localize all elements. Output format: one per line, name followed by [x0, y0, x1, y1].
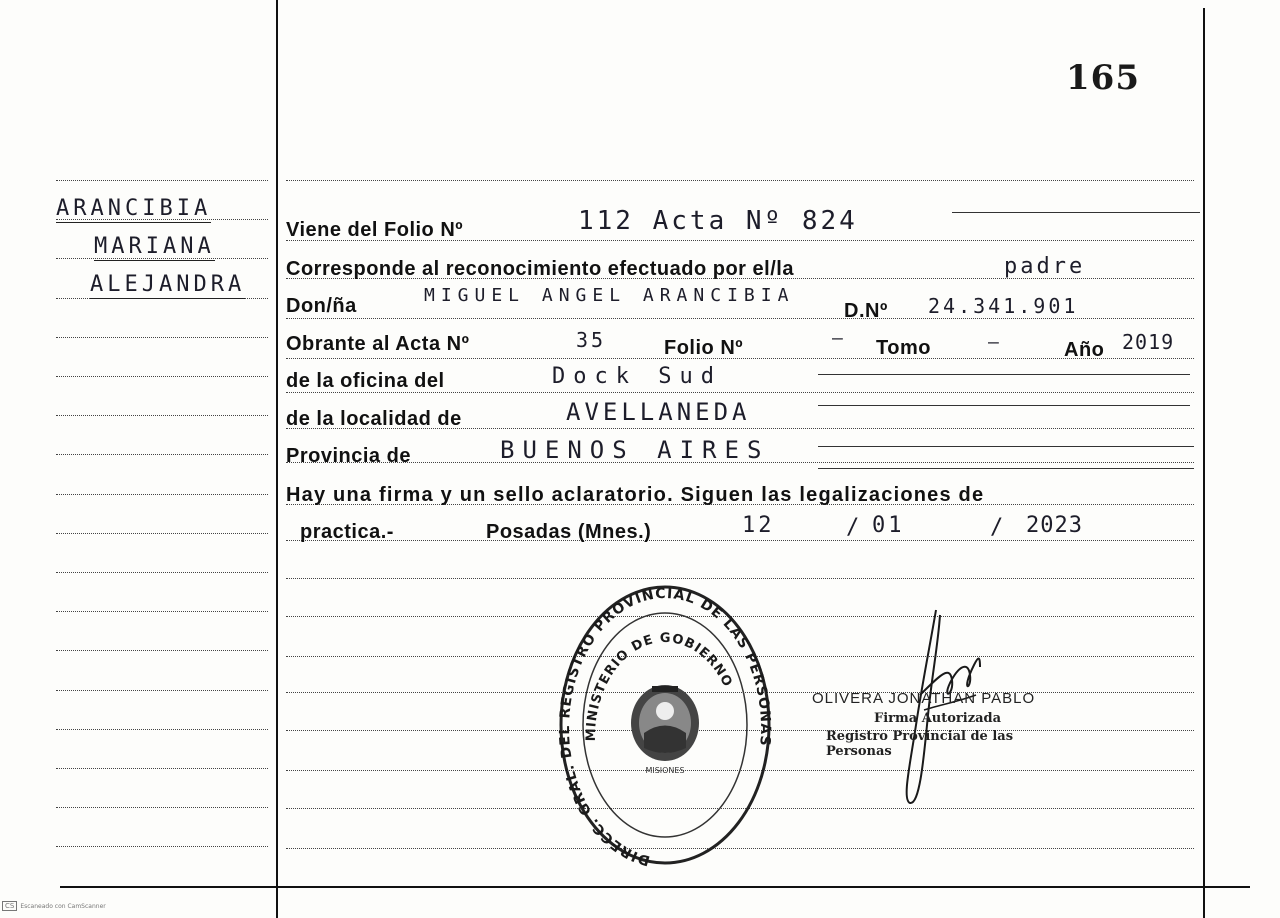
right-border-line — [1203, 8, 1205, 918]
value-fecha-dia: 12 — [742, 513, 775, 538]
field-line — [952, 212, 1200, 213]
date-separator: / — [846, 515, 863, 540]
ruled-line — [56, 768, 268, 769]
ruled-line — [56, 846, 268, 847]
date-separator: / — [990, 515, 1007, 540]
ruled-line — [56, 180, 268, 181]
label-anio: Año — [1064, 339, 1105, 361]
field-line — [818, 374, 1190, 375]
seal-bottom-text: MISIONES — [645, 766, 685, 775]
signer-name: OLIVERA JONATHAN PABLO — [812, 690, 1036, 707]
label-dni: D.Nº — [844, 300, 888, 322]
ruled-line — [56, 611, 268, 612]
margin-divider-line — [276, 0, 278, 918]
ruled-line — [56, 650, 268, 651]
value-relacion: padre — [1004, 254, 1086, 279]
field-line — [818, 405, 1190, 406]
ruled-line — [56, 729, 268, 730]
label-posadas: Posadas (Mnes.) — [486, 521, 652, 543]
field-line — [818, 446, 1194, 447]
ruled-line — [56, 494, 268, 495]
ruled-line — [56, 533, 268, 534]
field-line — [818, 468, 1194, 469]
signer-office: Registro Provincial de las Personas — [826, 729, 1014, 759]
folio-number: 165 — [1066, 58, 1140, 98]
label-oficina: de la oficina del — [286, 370, 445, 392]
value-folio-acta: 112 Acta Nº 824 — [578, 206, 858, 236]
label-tomo: Tomo — [876, 337, 931, 359]
value-nombre: MIGUEL ANGEL ARANCIBIA — [424, 285, 795, 306]
value-localidad: AVELLANEDA — [566, 398, 751, 426]
value-oficina: Dock Sud — [552, 364, 722, 389]
ruled-line — [286, 540, 1194, 541]
ruled-line — [286, 318, 1194, 319]
value-fecha-anio: 2023 — [1026, 513, 1083, 538]
value-dni: 24.341.901 — [928, 294, 1079, 318]
ruled-line — [56, 690, 268, 691]
scanner-logo-icon: CS — [2, 901, 17, 911]
seal-inner-text: MINISTERIO DE GOBIERNO — [583, 630, 736, 742]
ruled-line — [286, 578, 1194, 579]
text-firma-line1: Hay una firma y un sello aclaratorio. Siguen las legalizaciones de — [286, 484, 985, 506]
label-provincia: Provincia de — [286, 445, 411, 467]
margin-name-second: ALEJANDRA — [90, 272, 246, 297]
ruled-line — [56, 337, 268, 338]
ruled-line — [56, 572, 268, 573]
label-folio: Folio Nº — [664, 337, 744, 359]
value-folio-obrante: — — [832, 328, 846, 349]
official-seal-stamp — [556, 583, 774, 868]
label-viene-del-folio: Viene del Folio Nº — [286, 219, 464, 241]
signer-role: Firma Autorizada — [874, 711, 1002, 726]
ruled-line — [56, 454, 268, 455]
bottom-border-line — [60, 886, 1250, 888]
margin-name-surname: ARANCIBIA — [56, 196, 212, 221]
value-tomo: — — [988, 332, 1002, 353]
value-provincia: BUENOS AIRES — [500, 436, 770, 464]
ruled-line — [286, 180, 1194, 181]
ruled-line — [56, 415, 268, 416]
margin-name-first: MARIANA — [94, 234, 215, 259]
label-corresponde: Corresponde al reconocimiento efectuado por el/la — [286, 258, 794, 280]
text-firma-line2: practica.- — [300, 521, 394, 543]
ruled-line — [56, 807, 268, 808]
value-acta: 35 — [576, 328, 607, 352]
label-obrante-acta: Obrante al Acta Nº — [286, 333, 470, 355]
ruled-line — [56, 376, 268, 377]
value-fecha-mes: 01 — [872, 513, 905, 538]
seal-outer-text: DIRECC. GRAL. DEL REGISTRO PROVINCIAL DE LAS PERSONAS — [557, 585, 774, 868]
coat-of-arms-icon — [631, 685, 699, 761]
scanner-watermark — [2, 901, 106, 911]
label-don-na: Don/ña — [286, 295, 357, 317]
scanner-text: Escaneado con CamScanner — [20, 903, 106, 910]
value-anio: 2019 — [1122, 330, 1175, 354]
label-localidad: de la localidad de — [286, 408, 462, 430]
signer-block — [812, 690, 1072, 759]
